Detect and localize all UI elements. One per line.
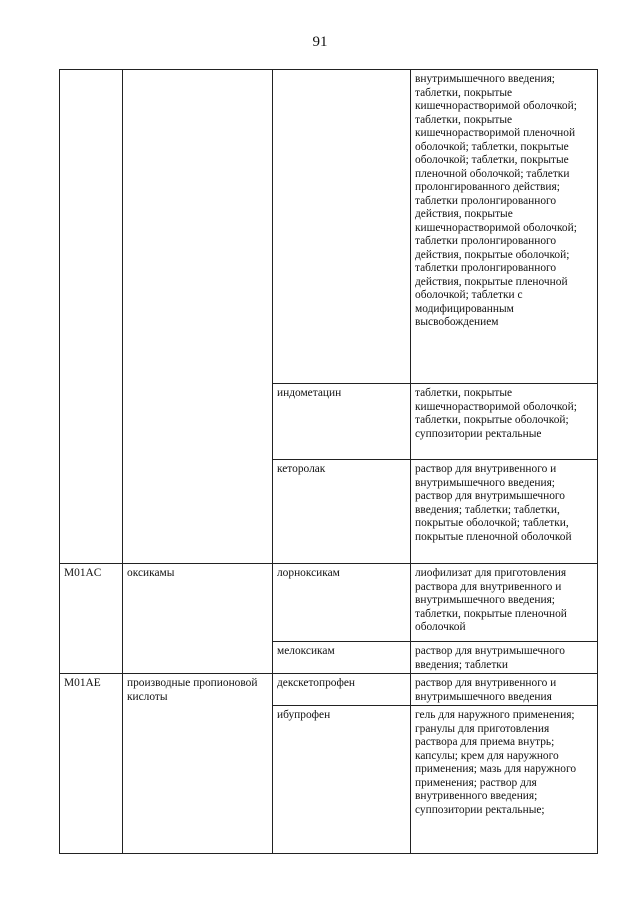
table-row — [60, 564, 598, 642]
drug-name-cell: лорноксикам — [273, 564, 411, 642]
drug-name-cell: индометацин — [273, 384, 411, 460]
drug-name-cell: мелоксикам — [273, 642, 411, 674]
dosage-form-cell: внутримышечного введения; таблетки, покрытые кишечнорастворимой оболочкой; таблетки, покрытые кишечнорастворимой пленочной оболочкой; таблетки, покрытые оболочкой; таблетки, покрытые пленочной оболочкой; таблетки пролонгированного действия; таблетки пролонгированного действия, покрытые кишечнорастворимой оболочкой; таблетки пролонгированного действия, покрытые оболочкой; таблетки пролонгированного действия, покрытые пленочной оболочкой; таблетки с модифицированным высвобождением — [411, 70, 598, 384]
atc-code-cell — [60, 70, 123, 564]
drug-name-cell: ибупрофен — [273, 706, 411, 854]
group-name-cell: производные пропионовой кислоты — [123, 674, 273, 854]
dosage-form-cell: лиофилизат для приготовления раствора для внутривенного и внутримышечного введения; таблетки, покрытые пленочной оболочкой — [411, 564, 598, 642]
atc-code-cell: M01AC — [60, 564, 123, 674]
group-name-cell — [123, 70, 273, 564]
dosage-form-cell: раствор для внутримышечного введения; таблетки — [411, 642, 598, 674]
table-row — [60, 70, 598, 384]
dosage-form-cell: раствор для внутривенного и внутримышечного введения; раствор для внутримышечного введения; таблетки; таблетки, покрытые оболочкой; таблетки, покрытые пленочной оболочкой — [411, 460, 598, 564]
page-number: 91 — [312, 34, 328, 50]
drug-table — [59, 69, 598, 854]
dosage-form-cell: гель для наружного применения; гранулы для приготовления раствора для приема внутрь; капсулы; крем для наружного применения; мазь для наружного применения; раствор для внутривенного введения; суппозитории ректальные; — [411, 706, 598, 854]
dosage-form-cell: раствор для внутривенного и внутримышечного введения — [411, 674, 598, 706]
drug-name-cell — [273, 70, 411, 384]
dosage-form-cell: таблетки, покрытые кишечнорастворимой оболочкой; таблетки, покрытые оболочкой; суппозитории ректальные — [411, 384, 598, 460]
atc-code-cell: M01AE — [60, 674, 123, 854]
table-row — [60, 674, 598, 706]
group-name-cell: оксикамы — [123, 564, 273, 674]
drug-name-cell: кеторолак — [273, 460, 411, 564]
drug-name-cell: декскетопрофен — [273, 674, 411, 706]
